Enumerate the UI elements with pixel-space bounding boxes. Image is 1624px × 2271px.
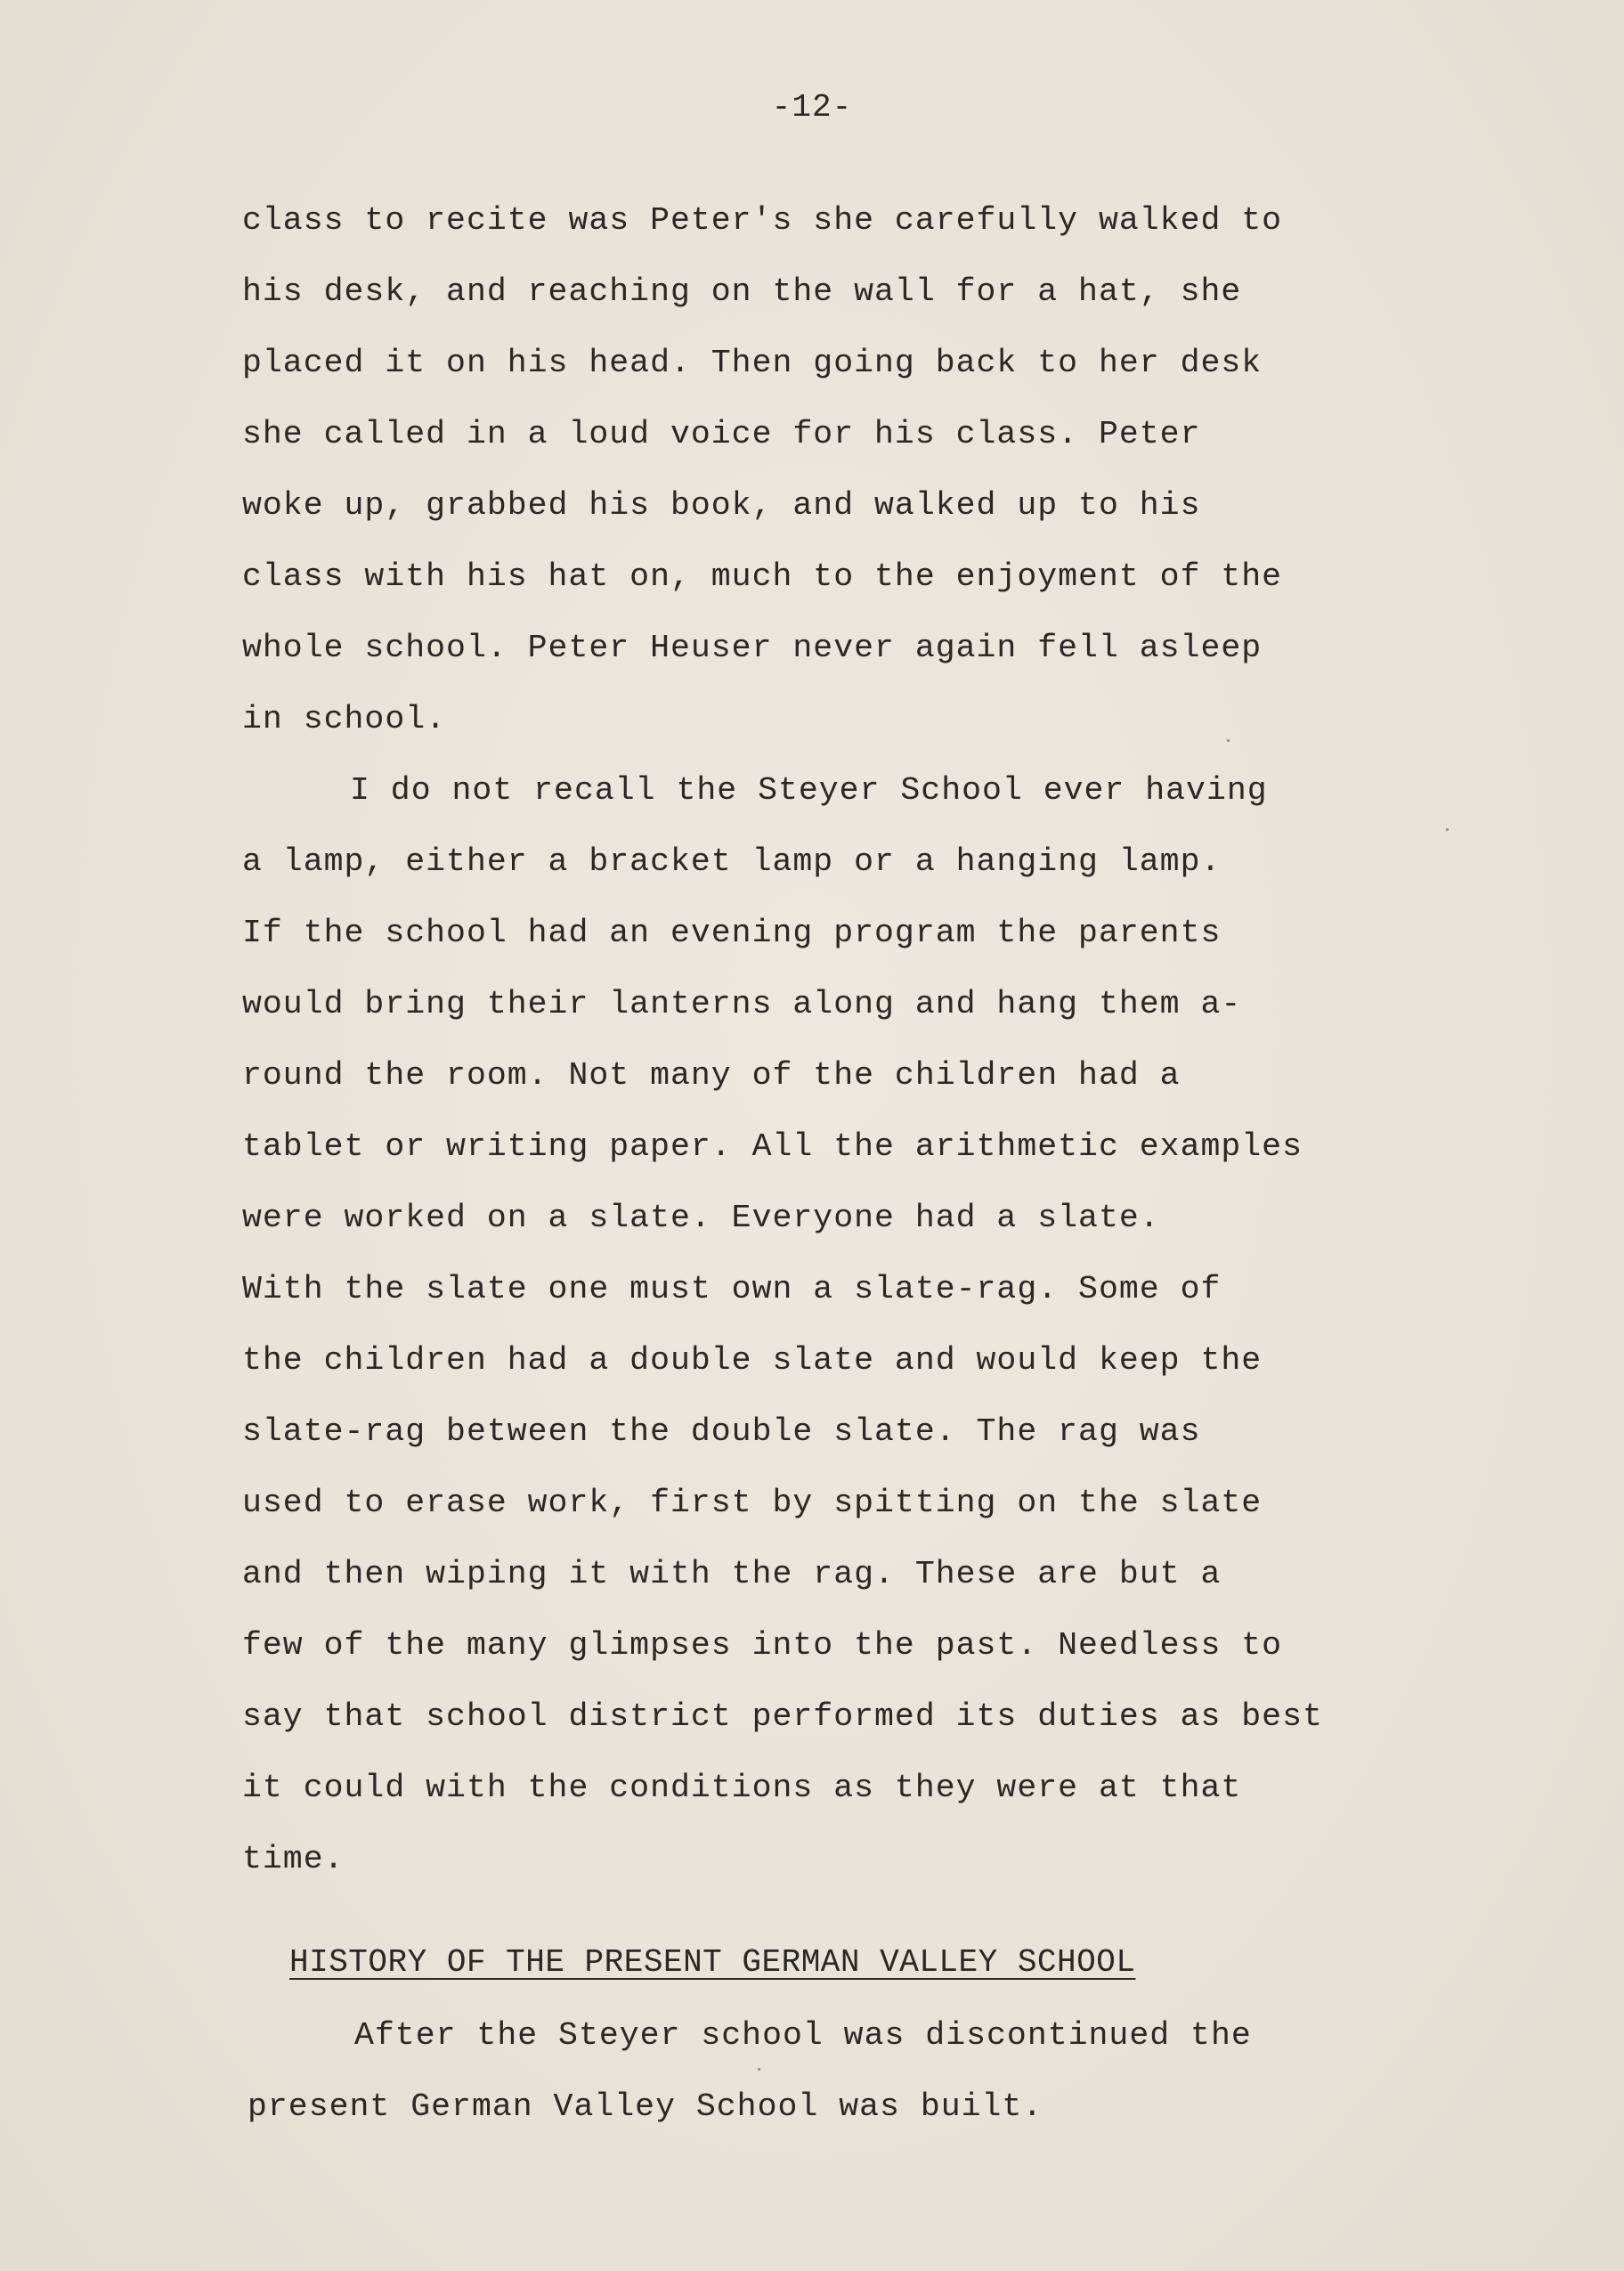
text-line: used to erase work, first by spitting on the slate [242, 1485, 1263, 1521]
text-line: woke up, grabbed his book, and walked up to his [242, 487, 1201, 524]
text-line: few of the many glimpses into the past. Needless to [242, 1627, 1283, 1664]
paper-speck [1227, 739, 1230, 742]
text-line: class to recite was Peter's she carefully walked to [242, 202, 1283, 239]
text-line: and then wiping it with the rag. These are but a [242, 1556, 1222, 1592]
text-line: whole school. Peter Heuser never again fell asleep [242, 630, 1263, 666]
text-line: After the Steyer school was discontinued the [354, 2017, 1252, 2054]
text-line: I do not recall the Steyer School ever having [350, 772, 1268, 809]
text-line: in school. [242, 701, 447, 737]
text-line: round the room. Not many of the children had a [242, 1057, 1181, 1094]
text-line: placed it on his head. Then going back to her desk [242, 345, 1263, 381]
text-line: If the school had an evening program the parents [242, 915, 1222, 951]
section-heading: HISTORY OF THE PRESENT GERMAN VALLEY SCHOOL [289, 1944, 1136, 1981]
text-line: a lamp, either a bracket lamp or a hanging lamp. [242, 843, 1222, 880]
text-line: would bring their lanterns along and hang them a- [242, 986, 1242, 1022]
text-line: tablet or writing paper. All the arithmetic examples [242, 1128, 1303, 1165]
text-line: say that school district performed its duties as best [242, 1698, 1323, 1735]
text-line: class with his hat on, much to the enjoyment of the [242, 558, 1283, 595]
paper-speck [758, 2068, 760, 2071]
text-line: present German Valley School was built. [248, 2088, 1043, 2125]
text-line: time. [242, 1841, 345, 1877]
text-line: his desk, and reaching on the wall for a hat, she [242, 273, 1242, 310]
paper-speck [1446, 828, 1449, 831]
page-number: -12- [771, 89, 853, 126]
text-line: With the slate one must own a slate-rag. Some of [242, 1271, 1222, 1307]
text-line: slate-rag between the double slate. The rag was [242, 1413, 1201, 1450]
text-line: she called in a loud voice for his class. Peter [242, 416, 1201, 452]
text-line: it could with the conditions as they were at that [242, 1770, 1242, 1806]
text-line: the children had a double slate and would keep the [242, 1342, 1263, 1379]
text-line: were worked on a slate. Everyone had a slate. [242, 1200, 1160, 1236]
